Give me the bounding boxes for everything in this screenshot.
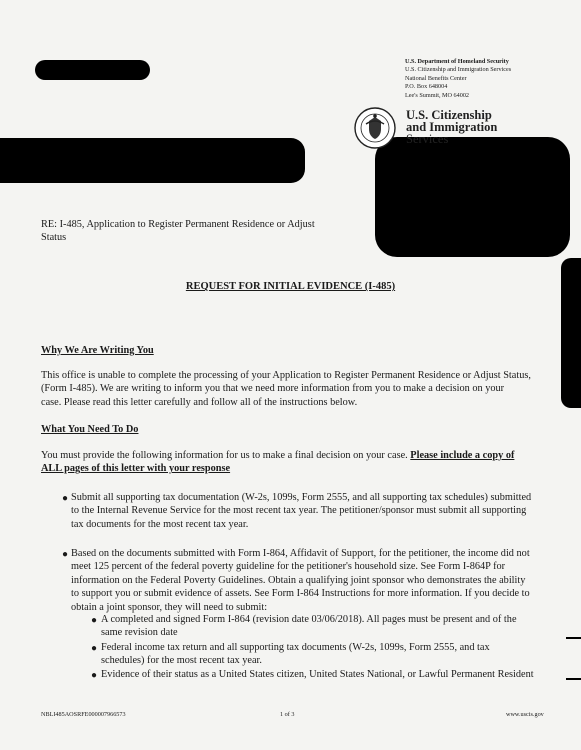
bullet-item-1: [71, 491, 571, 531]
uscis-name-line-2: and Immigration: [406, 120, 498, 134]
footer-page-number: 1 of 3: [280, 711, 295, 718]
sub-bullet-line: same revision date: [101, 627, 178, 639]
sub-bullet-line: Evidence of their status as a United States citizen, United States National, or Lawful Permanent Resident: [101, 669, 534, 680]
footer-code: NBLI485AOSRFE000007966573: [41, 711, 126, 718]
bullet-marker: ●: [62, 493, 69, 504]
bullet-item-2: [71, 547, 571, 614]
why-paragraph: [41, 369, 571, 409]
bullet-line: to the Internal Revenue Service for the most recent tax year. The petitioner/sponsor must submit all supporting: [71, 505, 527, 517]
footer-website: www.uscis.gov: [506, 711, 544, 718]
redaction-top-left: [35, 60, 150, 80]
why-line: case. Please read this letter carefully and follow all of the instructions below.: [41, 396, 358, 408]
agency-department: U.S. Department of Homeland Security: [405, 58, 509, 65]
sub-bullet-marker: ●: [91, 615, 98, 626]
agency-po-box: P.O. Box 648004: [405, 83, 448, 91]
uscis-wordmark: [406, 109, 497, 145]
sub-bullet-marker: ●: [91, 643, 98, 654]
need-line-emphasis: Please include a copy of: [410, 450, 515, 461]
sub-bullet-item-2: [101, 641, 571, 668]
bullet-marker: ●: [62, 549, 69, 560]
need-line-text: You must provide the following information for us to make a final decision on your case.: [41, 450, 411, 461]
sub-bullet-line: Federal income tax return and all supporting tax documents (W-2s, 1099s, Form 2555, and tax: [101, 642, 490, 653]
agency-subagency: U.S. Citizenship and Immigration Services: [405, 66, 512, 74]
bullet-line: tax documents for the most recent tax year.: [71, 518, 249, 530]
bullet-line: obtain a joint sponsor, they will need to submit:: [71, 601, 268, 613]
why-line: (Form I-485). We are writing to inform you that we need more information from you to make a decision on your: [41, 383, 505, 395]
agency-address: [405, 58, 575, 100]
sub-bullet-marker: ●: [91, 670, 98, 681]
re-line-1: RE: I-485, Application to Register Permanent Residence or Adjust: [41, 219, 315, 230]
bullet-line: Submit all supporting tax documentation (W-2s, 1099s, Form 2555, and all supporting tax schedules) submitted: [71, 492, 532, 503]
uscis-name-line-3: Services: [406, 132, 449, 146]
redaction-right: [375, 137, 570, 257]
bullet-line: to support you or submit evidence of assets. See Form I-864 Instructions for more information. If you decide to: [71, 588, 530, 600]
agency-center: National Benefits Center: [405, 74, 467, 82]
re-line: [41, 218, 346, 244]
redaction-recipient: [0, 138, 305, 183]
need-paragraph: [41, 449, 571, 476]
dhs-seal-icon: [354, 107, 396, 149]
sub-bullet-line: schedules) for the most recent tax year.: [101, 655, 262, 667]
re-line-2: Status: [41, 232, 67, 243]
need-heading: What You Need To Do: [41, 424, 139, 435]
agency-city: Lee's Summit, MO 64002: [405, 91, 470, 99]
bullet-line: meet 125 percent of the federal poverty guideline for the petitioner's household size. See Form I-864P for: [71, 561, 506, 573]
bullet-line: information on the Federal Poverty Guidelines. Obtain a qualifying joint sponsor who demonstrates the ability: [71, 574, 526, 586]
letter-title: REQUEST FOR INITIAL EVIDENCE (I-485): [185, 281, 396, 292]
why-heading: Why We Are Writing You: [41, 345, 154, 356]
sub-bullet-item-3: [101, 668, 571, 681]
sub-bullet-line: A completed and signed Form I-864 (revision date 03/06/2018). All pages must be present and of the: [101, 614, 517, 625]
sub-bullet-item-1: [101, 613, 571, 640]
why-line: This office is unable to complete the processing of your Application to Register Permanent Residence or Adjust Status,: [41, 370, 531, 381]
uscis-name-line-1: U.S. Citizenship: [406, 108, 492, 122]
need-line-2-emphasis: ALL pages of this letter with your response: [41, 463, 231, 475]
bullet-line: Based on the documents submitted with Form I-864, Affidavit of Support, for the petitioner, the income did not: [71, 548, 530, 559]
